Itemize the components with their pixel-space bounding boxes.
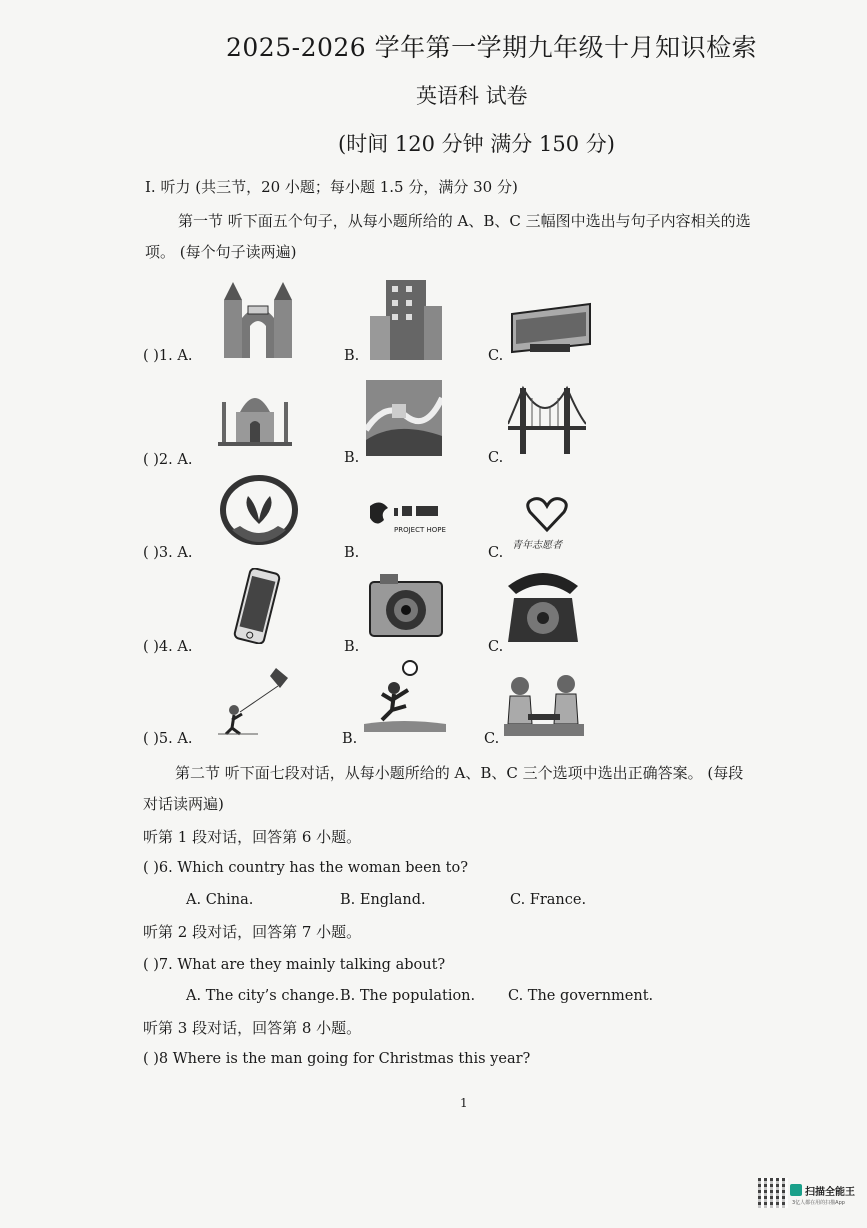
exam-time-score: (时间 120 分钟 满分 150 分) bbox=[338, 132, 615, 156]
qr-code-icon bbox=[758, 1178, 788, 1208]
q1-option-c: C. bbox=[488, 348, 504, 364]
project-hope-text: PROJECT HOPE bbox=[394, 526, 446, 534]
section-heading: I. 听力 (共三节，20 小题；每小题 1.5 分，满分 30 分) bbox=[145, 178, 518, 196]
q3-label: ( )3. A. bbox=[143, 545, 193, 561]
chess-players-image bbox=[504, 674, 584, 736]
part2-instruction-line1: 第二节 听下面七段对话，从每小题所给的 A、B、C 三个选项中选出正确答案。 (每段 bbox=[175, 764, 744, 782]
exam-subject: 英语科 试卷 bbox=[416, 84, 528, 108]
question-8: ( )8 Where is the man going for Christmas this year? bbox=[143, 1051, 531, 1067]
gate-image bbox=[218, 278, 298, 360]
volunteer-text: 青年志愿者 bbox=[512, 540, 562, 551]
q5-option-c: C. bbox=[484, 731, 500, 747]
q3-option-c: C. bbox=[488, 545, 504, 561]
dialog1-intro: 听第 1 段对话，回答第 6 小题。 bbox=[143, 828, 362, 846]
kite-flying-image bbox=[218, 664, 294, 736]
q3-option-b: B. bbox=[344, 545, 360, 561]
bridge-image bbox=[508, 384, 586, 454]
taj-mahal-image bbox=[218, 382, 292, 446]
emblem-image bbox=[218, 474, 300, 550]
q6-option-b: B. England. bbox=[340, 892, 426, 908]
scanner-subtitle: 3亿人都在用的扫描App bbox=[792, 1200, 845, 1206]
exam-title: 2025-2026 学年第一学期九年级十月知识检索 bbox=[226, 33, 758, 62]
q1-label: ( )1. A. bbox=[143, 348, 193, 364]
dialog2-intro: 听第 2 段对话，回答第 7 小题。 bbox=[143, 923, 362, 941]
scanner-brand: 扫描全能王 bbox=[805, 1187, 855, 1198]
q7-option-b: B. The population. bbox=[340, 988, 476, 1004]
q2-option-c: C. bbox=[488, 450, 504, 466]
question-6: ( )6. Which country has the woman been to? bbox=[143, 860, 468, 876]
part2-instruction-line2: 对话读两遍) bbox=[143, 795, 224, 813]
question-7: ( )7. What are they mainly talking about? bbox=[143, 957, 446, 973]
q5-label: ( )5. A. bbox=[143, 731, 193, 747]
q7-option-a: A. The city’s change. bbox=[186, 988, 340, 1004]
dialog3-intro: 听第 3 段对话，回答第 8 小题。 bbox=[143, 1019, 362, 1037]
q6-option-c: C. France. bbox=[510, 892, 587, 908]
q6-option-a: A. China. bbox=[186, 892, 254, 908]
q5-option-b: B. bbox=[342, 731, 358, 747]
stadium-image bbox=[510, 300, 592, 356]
football-image bbox=[364, 660, 446, 732]
telephone-image bbox=[504, 564, 582, 646]
great-wall-image bbox=[366, 380, 442, 456]
q2-label: ( )2. A. bbox=[143, 452, 193, 468]
smartphone-image bbox=[232, 568, 282, 644]
page-number: 1 bbox=[460, 1096, 468, 1110]
q4-label: ( )4. A. bbox=[143, 639, 193, 655]
scanner-logo-icon bbox=[790, 1184, 802, 1196]
q4-option-c: C. bbox=[488, 639, 504, 655]
tall-building-image bbox=[366, 276, 446, 360]
part1-instruction-line2: 项。 (每个句子读两遍) bbox=[145, 243, 297, 261]
camera-image bbox=[368, 570, 444, 640]
part1-instruction-line1: 第一节 听下面五个句子，从每小题所给的 A、B、C 三幅图中选出与句子内容相关的选 bbox=[178, 212, 751, 230]
heart-image bbox=[524, 496, 570, 534]
q4-option-b: B. bbox=[344, 639, 360, 655]
q7-option-c: C. The government. bbox=[508, 988, 654, 1004]
q1-option-b: B. bbox=[344, 348, 360, 364]
q2-option-b: B. bbox=[344, 450, 360, 466]
